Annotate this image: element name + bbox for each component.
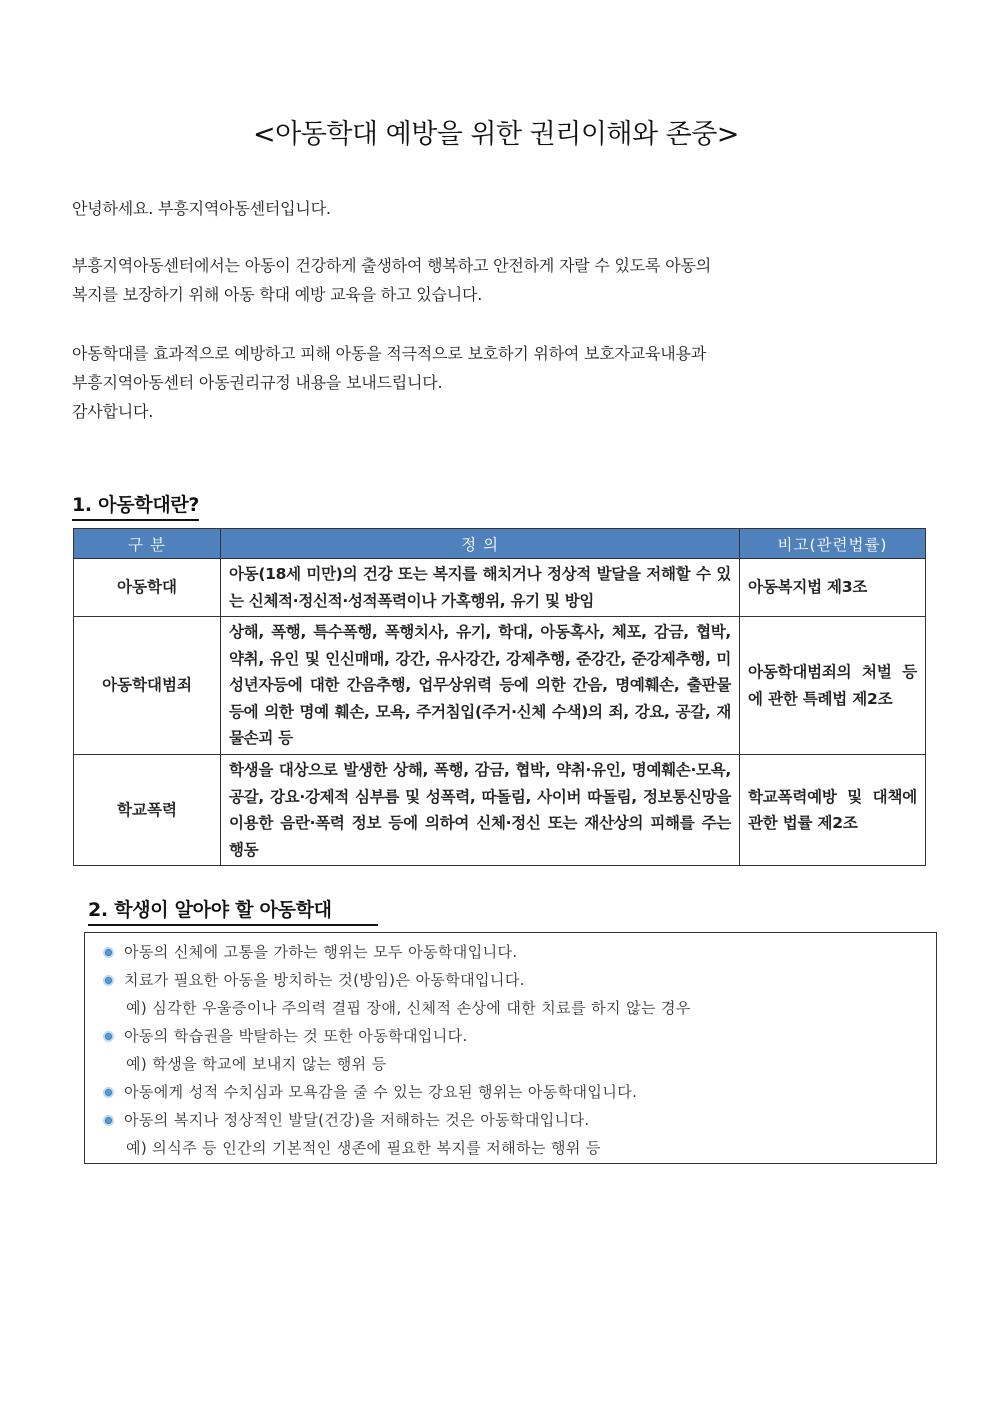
- list-item-text: 아동에게 성적 수치심과 모욕감을 줄 수 있는 강요된 행위는 아동학대입니다.: [124, 1083, 638, 1101]
- list-item: [103, 966, 923, 994]
- bullet-icon: [103, 1031, 114, 1042]
- thanks-text: 감사합니다.: [72, 402, 154, 421]
- row-definition: 아동(18세 미만)의 건강 또는 복지를 해치거나 정상적 발달을 저해할 수 있는 신체적·정신적·성적폭력이나 가혹행위, 유기 및 방임: [221, 559, 740, 617]
- list-item: [103, 938, 923, 966]
- intro-paragraph-1-line-1: 부흥지역아동센터에서는 아동이 건강하게 출생하여 행복하고 안전하게 자랄 수 있도록 아동의: [72, 256, 711, 275]
- table-header-row: [74, 529, 926, 559]
- list-item: [103, 1106, 923, 1134]
- list-item-example: 예) 학생을 학교에 보내지 않는 행위 등: [126, 1055, 387, 1073]
- list-item: [103, 1022, 923, 1050]
- document-title: <아동학대 예방을 위한 권리이해와 존중>: [253, 119, 739, 150]
- table-row: [74, 617, 926, 755]
- intro-paragraph-2-line-2: 부흥지역아동센터 아동권리규정 내용을 보내드립니다.: [72, 373, 443, 392]
- row-category: 학교폭력: [74, 755, 221, 866]
- definition-table: [73, 528, 926, 866]
- intro-paragraph-1-line-2: 복지를 보장하기 위해 아동 학대 예방 교육을 하고 있습니다.: [72, 285, 483, 304]
- bullet-icon: [103, 975, 114, 986]
- list-item-text: 아동의 복지나 정상적인 발달(건강)을 저해하는 것은 아동학대입니다.: [124, 1111, 590, 1129]
- table-row: [74, 559, 926, 617]
- list-item-example: 예) 의식주 등 인간의 기본적인 생존에 필요한 복지를 저해하는 행위 등: [126, 1139, 601, 1157]
- table-row: [74, 755, 926, 866]
- row-category: 아동학대범죄: [74, 617, 221, 755]
- header-law: 비고(관련법률): [740, 529, 926, 559]
- list-item-text: 아동의 학습권을 박탈하는 것 또한 아동학대입니다.: [124, 1027, 468, 1045]
- section-1-heading: 1. 아동학대란?: [72, 490, 199, 521]
- row-law: 학교폭력예방 및 대책에 관한 법률 제2조: [740, 755, 926, 866]
- header-definition: 정 의: [221, 529, 740, 559]
- row-category: 아동학대: [74, 559, 221, 617]
- bullet-icon: [103, 947, 114, 958]
- list-item-text: 치료가 필요한 아동을 방치하는 것(방임)은 아동학대입니다.: [124, 971, 525, 989]
- row-definition: 상해, 폭행, 특수폭행, 폭행치사, 유기, 학대, 아동혹사, 체포, 감금, 협박, 약취, 유인 및 인신매매, 강간, 유사강간, 강제추행, 준강간, 준강제추행, 미성년자등에 대한 간음추행, 업무상위력 등에 의한 간음, 명예훼손, 출판물 등에 의한 명예 훼손, 모욕, 주거침입(주거·신체 수색)의 죄, 강요, 공갈, 재물손괴 등: [221, 617, 740, 755]
- intro-paragraph-2-line-1: 아동학대를 효과적으로 예방하고 피해 아동을 적극적으로 보호하기 위하여 보호자교육내용과: [72, 344, 707, 363]
- list-item: [103, 1078, 923, 1106]
- list-item-example: 예) 심각한 우울증이나 주의력 결핍 장애, 신체적 손상에 대한 치료를 하지 않는 경우: [126, 999, 691, 1017]
- row-law: 아동복지법 제3조: [740, 559, 926, 617]
- section-2-heading: 2. 학생이 알아야 할 아동학대: [88, 895, 378, 926]
- header-category: 구 분: [74, 529, 221, 559]
- row-definition: 학생을 대상으로 발생한 상해, 폭행, 감금, 협박, 약취·유인, 명예훼손·모욕, 공갈, 강요·강제적 심부름 및 성폭력, 따돌림, 사이버 따돌림, 정보통신망을 이용한 음란·폭력 정보 등에 의하여 신체·정신 또는 재산상의 피해를 주는 행동: [221, 755, 740, 866]
- awareness-list: [103, 938, 923, 1162]
- bullet-icon: [103, 1115, 114, 1126]
- bullet-icon: [103, 1087, 114, 1098]
- row-law: 아동학대범죄의 처벌 등에 관한 특례법 제2조: [740, 617, 926, 755]
- list-item-text: 아동의 신체에 고통을 가하는 행위는 모두 아동학대입니다.: [124, 943, 518, 961]
- greeting-text: 안녕하세요. 부흥지역아동센터입니다.: [72, 199, 331, 218]
